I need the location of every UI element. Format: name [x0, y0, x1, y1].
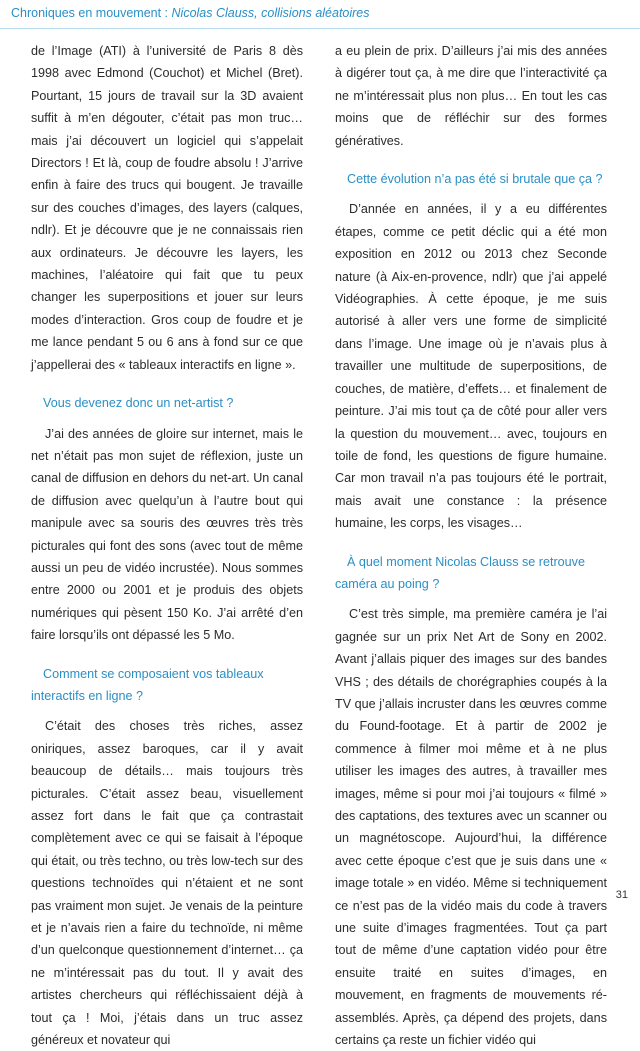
right-question-1: Cette évolution n’a pas été si brutale que ça ? — [347, 172, 603, 187]
page-number: 31 — [615, 889, 628, 901]
right-question-2: À quel moment Nicolas Clauss se retrouve caméra au poing ? — [335, 554, 585, 591]
right-column — [335, 40, 607, 1051]
header-divider — [0, 28, 640, 29]
publication-title: Chroniques en mouvement : — [11, 6, 172, 20]
left-question-2: Comment se composaient vos tableaux interactifs en ligne ? — [31, 666, 264, 703]
right-paragraph-2: D’année en années, il y a eu différentes étapes, comme ce petit déclic qui a été mon exposition en 2012 ou 2013 chez Seconde nature (à Aix-en-provence, ndlr) que j’ai appelé Vidéographies. À cette époque, je me suis autorisé à aller vers une forme de simplicité dans l’image. Une image où je n’avais plus à travailler une multitude de superpositions, de couches, de matière, d’effets… et finalement de peinture. J’ai mis tout ça de côté pour aller vers la question du mouvement… avec, toujours en toile de fond, les questions de figure humaine. Car mon travail n’a pas toujours été le portrait, mais avait une constance : la présence humaine, les corps, les visages… — [335, 202, 607, 531]
right-paragraph-3: C’est très simple, ma première caméra je l’ai gagnée sur un prix Net Art de Sony en 2002. Avant j’allais piquer des images sur des bandes VHS ; des détails de chorégraphies coupés à la TV que j’allais incruster dans les œuvres comme du Found-footage. Et à partir de 2002 je commence à filmer moi même et à ne plus utiliser les images des autres, à travailler mes images, même si pour moi j’ai toujours « filmé » des captations, des textures avec un scanner ou un magnétoscope. Aujourd’hui, la différence avec cette époque c’est que je suis dans une « image totale » en vidéo. Même si techniquement ce n’est pas de la vidéo mais du code à travers une suite d’images fragmentées. Tout ça part tout de même d’une captation vidéo pour être ensuite traité en suites d’images, en mouvement, en fragments de mouvements ré-assemblés. Après, ça dépend des projets, dans certains ça reste un fichier vidéo qui — [335, 607, 607, 1048]
article-subtitle: Nicolas Clauss, collisions aléatoires — [171, 6, 370, 20]
running-header — [11, 6, 370, 20]
left-paragraph-1: de l’Image (ATI) à l’université de Paris 8 dès 1998 avec Edmond (Couchot) et Michel (Bret). Pourtant, 15 jours de travail sur la 3D avaient suffit à m’en dégouter, c’était pas mon truc… mais j’ai découvert un logiciel qui s’appelait Directors ! Et là, coup de foudre absolu ! J’arrive enfin à faire des trucs qui bougent. Je travaille sur des couches d’images, des layers (calques, ndlr). Et je découvre que je ne connaissais rien aux ordinateurs. Je découvre les layers, les machines, l’aléatoire qui fait que tu peux changer les superpositions et jouer sur leurs modes d’interaction. Gros coup de foudre et je me lance pendant 5 ou 6 ans à fond sur ce que j’appellerai des « tableaux interactifs en ligne ». — [31, 44, 303, 372]
left-column — [31, 40, 303, 1051]
right-paragraph-1: a eu plein de prix. D’ailleurs j’ai mis des années à digérer tout ça, à me dire que l’interactivité ça ne m’intéressait plus non plus… En tout les cas moins que de réfléchir sur des formes génératives. — [335, 44, 607, 148]
left-paragraph-3: C’était des choses très riches, assez oniriques, assez baroques, car il y avait beaucoup de détails… mais toujours très picturales. C’était assez beau, visuellement assez fort dans le fait que ça contrastait complètement avec ce qui se faisait à l’époque qui était, ou très techno, ou très low-tech sur des questions technoïdes qui n’étaient et ne sont pas vraiment mon sujet. Je venais de la peinture et je n’avais rien a faire du technoïde, ni même d’un quelconque questionnement d’internet… ça ne m’intéressait pas du tout. Il y avait des artistes chercheurs qui réfléchissaient déjà à tout ça ! Moi, j’étais dans un truc assez généreux et novateur qui — [31, 719, 303, 1048]
left-question-1: Vous devenez donc un net-artist ? — [43, 396, 234, 411]
left-paragraph-2: J’ai des années de gloire sur internet, mais le net n’était pas mon sujet de réflexion, juste un canal de diffusion en dehors du net-art. Un canal de diffusion avec quelqu’un à l’autre bout qui manipule avec sa souris des œuvres très très picturales qui font des sons (avec tout de même aussi un peu de vidéo incrustée). Nous sommes entre 2000 ou 2001 et je produis des objets numériques qui pèsent 150 Ko. J’ai arrêté d’en faire lorsqu’ils ont dépassé les 5 Mo. — [31, 426, 303, 643]
